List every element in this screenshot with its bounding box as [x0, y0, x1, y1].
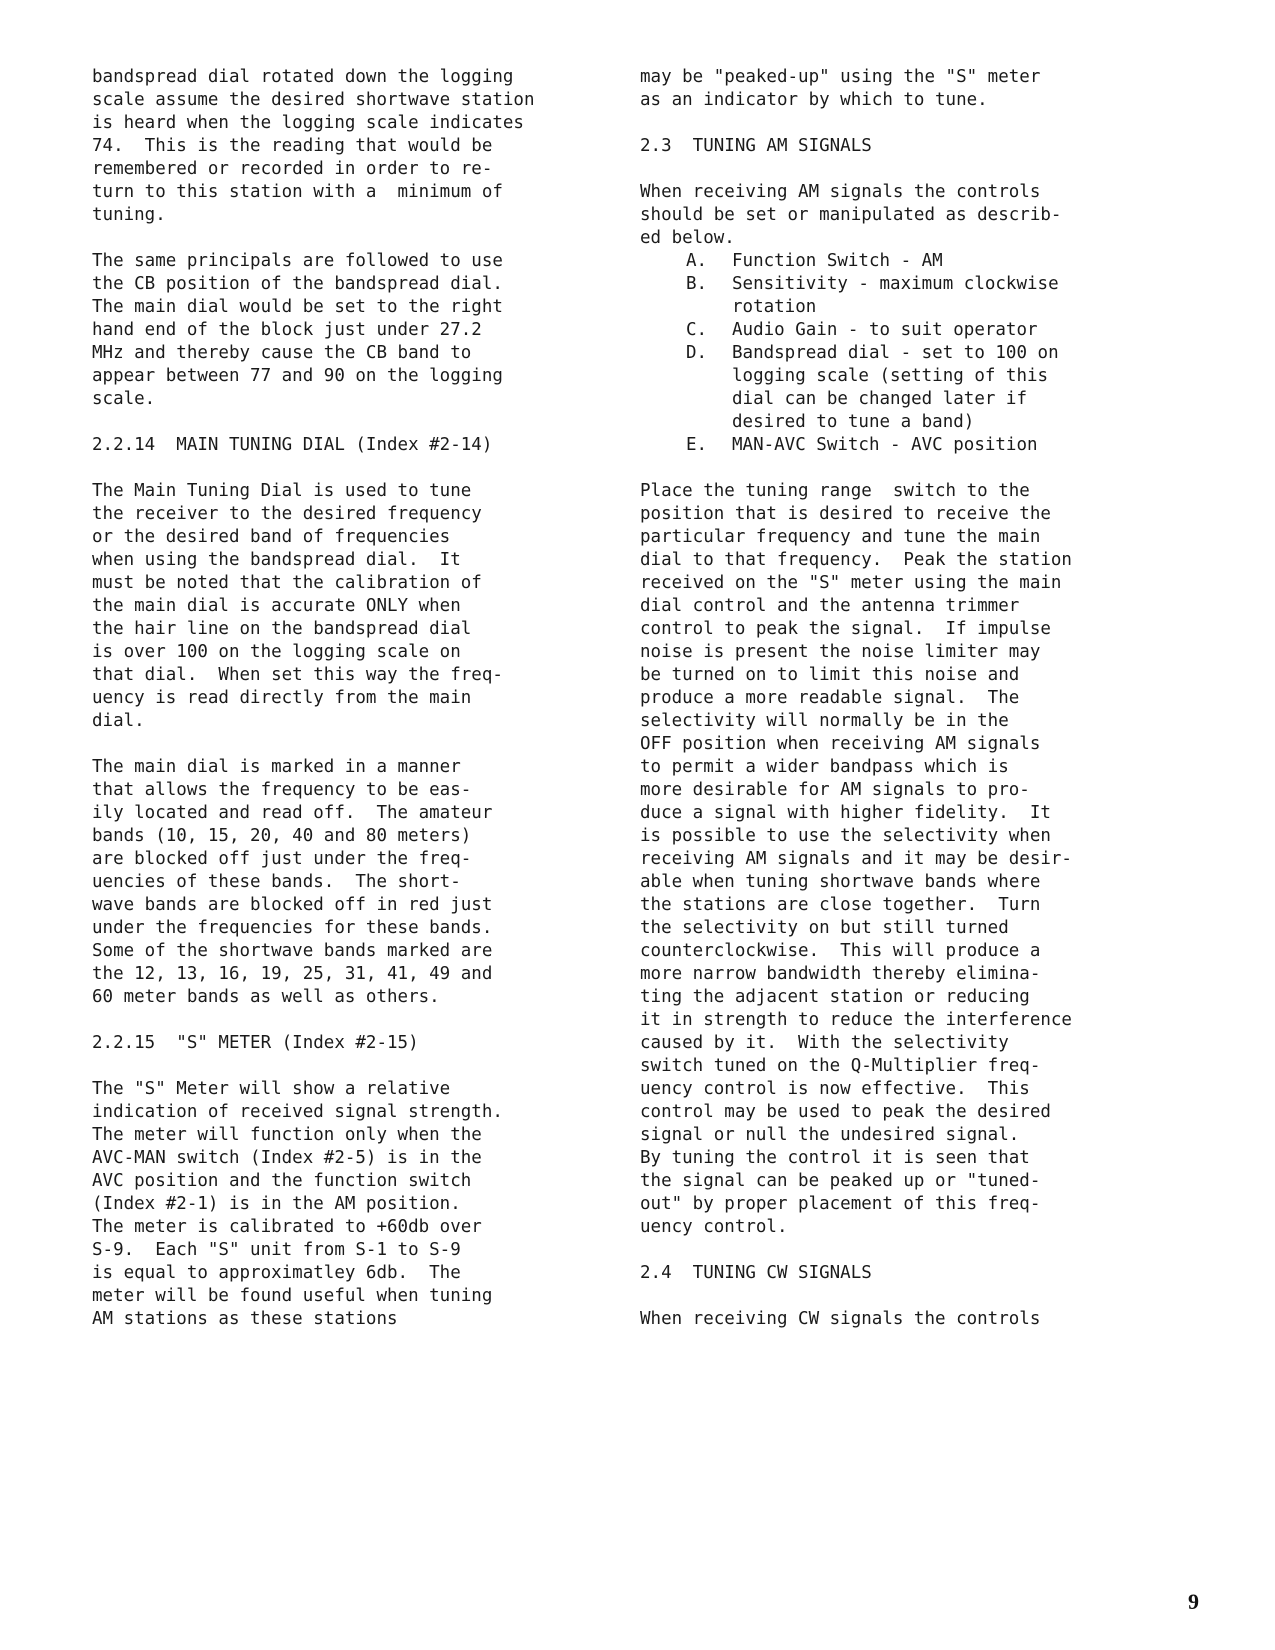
text-line: noise is present the noise limiter may — [640, 642, 1041, 662]
list-item-text — [732, 250, 943, 273]
text-line: Audio Gain - to suit operator — [732, 320, 1038, 340]
list-item — [640, 434, 1200, 457]
paragraph — [92, 1078, 632, 1331]
text-line: The meter will function only when the — [92, 1125, 482, 1145]
text-line: appear between 77 and 90 on the logging — [92, 366, 503, 386]
text-line: uency control. — [640, 1217, 788, 1237]
text-line: ily located and read off. The amateur — [92, 803, 493, 823]
text-line: caused by it. With the selectivity — [640, 1033, 1009, 1053]
text-line: The same principals are followed to use — [92, 251, 503, 271]
text-line: must be noted that the calibration of — [92, 573, 482, 593]
text-line: The meter is calibrated to +60db over — [92, 1217, 482, 1237]
text-line: hand end of the block just under 27.2 — [92, 320, 482, 340]
list-item-text — [732, 273, 1059, 319]
text-line: Place the tuning range switch to the — [640, 481, 1030, 501]
text-line: that allows the frequency to be eas- — [92, 780, 472, 800]
section-heading: 2.2.15 "S" METER (Index #2-15) — [92, 1033, 419, 1053]
text-line: OFF position when receiving AM signals — [640, 734, 1041, 754]
right-column — [640, 66, 1200, 1354]
text-line: Some of the shortwave bands marked are — [92, 941, 493, 961]
text-line: uencies of these bands. The short- — [92, 872, 461, 892]
paragraph — [92, 250, 632, 411]
text-line: selectivity will normally be in the — [640, 711, 1009, 731]
text-line: Function Switch - AM — [732, 251, 943, 271]
text-line: dial to that frequency. Peak the station — [640, 550, 1072, 570]
paragraph — [640, 181, 1200, 250]
text-line: AM stations as these stations — [92, 1309, 398, 1329]
text-line: tuning. — [92, 205, 166, 225]
text-line: the receiver to the desired frequency — [92, 504, 482, 524]
text-line: the signal can be peaked up or "tuned- — [640, 1171, 1041, 1191]
text-line: MAN-AVC Switch - AVC position — [732, 435, 1038, 455]
section-heading: 2.3 TUNING AM SIGNALS — [640, 136, 872, 156]
list-item — [640, 273, 1200, 319]
text-line: AVC position and the function switch — [92, 1171, 472, 1191]
text-line: may be "peaked-up" using the "S" meter — [640, 67, 1041, 87]
paragraph — [640, 66, 1200, 112]
text-line: switch tuned on the Q-Multiplier freq- — [640, 1056, 1041, 1076]
text-line: the selectivity on but still turned — [640, 918, 1009, 938]
text-line: under the frequencies for these bands. — [92, 918, 493, 938]
text-line: the hair line on the bandspread dial — [92, 619, 472, 639]
text-line: as an indicator by which to tune. — [640, 90, 988, 110]
text-line: control may be used to peak the desired — [640, 1102, 1051, 1122]
paragraph — [92, 756, 632, 1009]
text-line: produce a more readable signal. The — [640, 688, 1020, 708]
text-line: duce a signal with higher fidelity. It — [640, 803, 1051, 823]
paragraph — [640, 480, 1200, 1239]
text-line: dial. — [92, 711, 145, 731]
text-line: The "S" Meter will show a relative — [92, 1079, 451, 1099]
text-line: signal or null the undesired signal. — [640, 1125, 1020, 1145]
text-line: bands (10, 15, 20, 40 and 80 meters) — [92, 826, 472, 846]
text-line: counterclockwise. This will produce a — [640, 941, 1041, 961]
text-line: logging scale (setting of this — [732, 366, 1049, 386]
text-line: uency is read directly from the main — [92, 688, 472, 708]
list-item-letter: E. — [686, 435, 708, 455]
text-line: should be set or manipulated as describ- — [640, 205, 1062, 225]
text-line: particular frequency and tune the main — [640, 527, 1041, 547]
text-line: the main dial is accurate ONLY when — [92, 596, 461, 616]
text-line: scale. — [92, 389, 156, 409]
text-line: control to peak the signal. If impulse — [640, 619, 1051, 639]
list-item-text — [732, 319, 1038, 342]
text-line: be turned on to limit this noise and — [640, 665, 1020, 685]
text-line: when using the bandspread dial. It — [92, 550, 461, 570]
text-line: is heard when the logging scale indicates — [92, 113, 524, 133]
list-item — [640, 342, 1200, 434]
text-line: The Main Tuning Dial is used to tune — [92, 481, 472, 501]
text-line: it in strength to reduce the interference — [640, 1010, 1072, 1030]
text-line: indication of received signal strength. — [92, 1102, 503, 1122]
text-line: dial can be changed later if — [732, 389, 1028, 409]
text-line: is possible to use the selectivity when — [640, 826, 1051, 846]
text-line: turn to this station with a minimum of — [92, 182, 503, 202]
text-line: When receiving CW signals the controls — [640, 1309, 1041, 1329]
text-line: By tuning the control it is seen that — [640, 1148, 1030, 1168]
text-line: meter will be found useful when tuning — [92, 1286, 493, 1306]
text-line: dial control and the antenna trimmer — [640, 596, 1020, 616]
text-line: desired to tune a band) — [732, 412, 975, 432]
left-column — [92, 66, 632, 1354]
text-line: S-9. Each "S" unit from S-1 to S-9 — [92, 1240, 461, 1260]
text-line: scale assume the desired shortwave station — [92, 90, 535, 110]
text-line: When receiving AM signals the controls — [640, 182, 1041, 202]
text-line: more narrow bandwidth thereby elimina- — [640, 964, 1041, 984]
text-line: The main dial would be set to the right — [92, 297, 503, 317]
list-item — [640, 319, 1200, 342]
text-line: that dial. When set this way the freq- — [92, 665, 503, 685]
text-line: the 12, 13, 16, 19, 25, 31, 41, 49 and — [92, 964, 493, 984]
text-line: or the desired band of frequencies — [92, 527, 451, 547]
text-line: wave bands are blocked off in red just — [92, 895, 493, 915]
paragraph — [92, 480, 632, 733]
text-line: is equal to approximatley 6db. The — [92, 1263, 461, 1283]
text-line: to permit a wider bandpass which is — [640, 757, 1009, 777]
text-line: AVC-MAN switch (Index #2-5) is in the — [92, 1148, 482, 1168]
text-line: Bandspread dial - set to 100 on — [732, 343, 1059, 363]
text-line: 74. This is the reading that would be — [92, 136, 493, 156]
text-line: The main dial is marked in a manner — [92, 757, 461, 777]
list-item-letter: A. — [686, 251, 708, 271]
text-line: are blocked off just under the freq- — [92, 849, 472, 869]
text-line: able when tuning shortwave bands where — [640, 872, 1041, 892]
text-line: received on the "S" meter using the main — [640, 573, 1062, 593]
text-line: MHz and thereby cause the CB band to — [92, 343, 472, 363]
text-line: the CB position of the bandspread dial. — [92, 274, 503, 294]
section-heading: 2.2.14 MAIN TUNING DIAL (Index #2-14) — [92, 435, 493, 455]
list-item-letter: B. — [686, 274, 708, 294]
text-line: position that is desired to receive the — [640, 504, 1051, 524]
text-line: (Index #2-1) is in the AM position. — [92, 1194, 461, 1214]
text-line: ting the adjacent station or reducing — [640, 987, 1030, 1007]
text-line: out" by proper placement of this freq- — [640, 1194, 1041, 1214]
text-line: Sensitivity - maximum clockwise — [732, 274, 1059, 294]
list-item-letter: D. — [686, 343, 708, 363]
text-line: uency control is now effective. This — [640, 1079, 1030, 1099]
list-item-text — [732, 342, 1059, 434]
list-item-letter: C. — [686, 320, 708, 340]
text-line: bandspread dial rotated down the logging — [92, 67, 514, 87]
section-heading: 2.4 TUNING CW SIGNALS — [640, 1263, 872, 1283]
text-line: 60 meter bands as well as others. — [92, 987, 440, 1007]
text-line: is over 100 on the logging scale on — [92, 642, 461, 662]
text-line: receiving AM signals and it may be desir- — [640, 849, 1072, 869]
paragraph — [92, 66, 632, 227]
list-item-text — [732, 434, 1038, 457]
text-line: rotation — [732, 297, 817, 317]
page-number: 9 — [1188, 1589, 1199, 1614]
am-settings-list — [640, 250, 1200, 457]
paragraph — [640, 1308, 1200, 1331]
text-line: ed below. — [640, 228, 735, 248]
list-item — [640, 250, 1200, 273]
text-line: more desirable for AM signals to pro- — [640, 780, 1030, 800]
text-line: remembered or recorded in order to re- — [92, 159, 493, 179]
text-line: the stations are close together. Turn — [640, 895, 1041, 915]
